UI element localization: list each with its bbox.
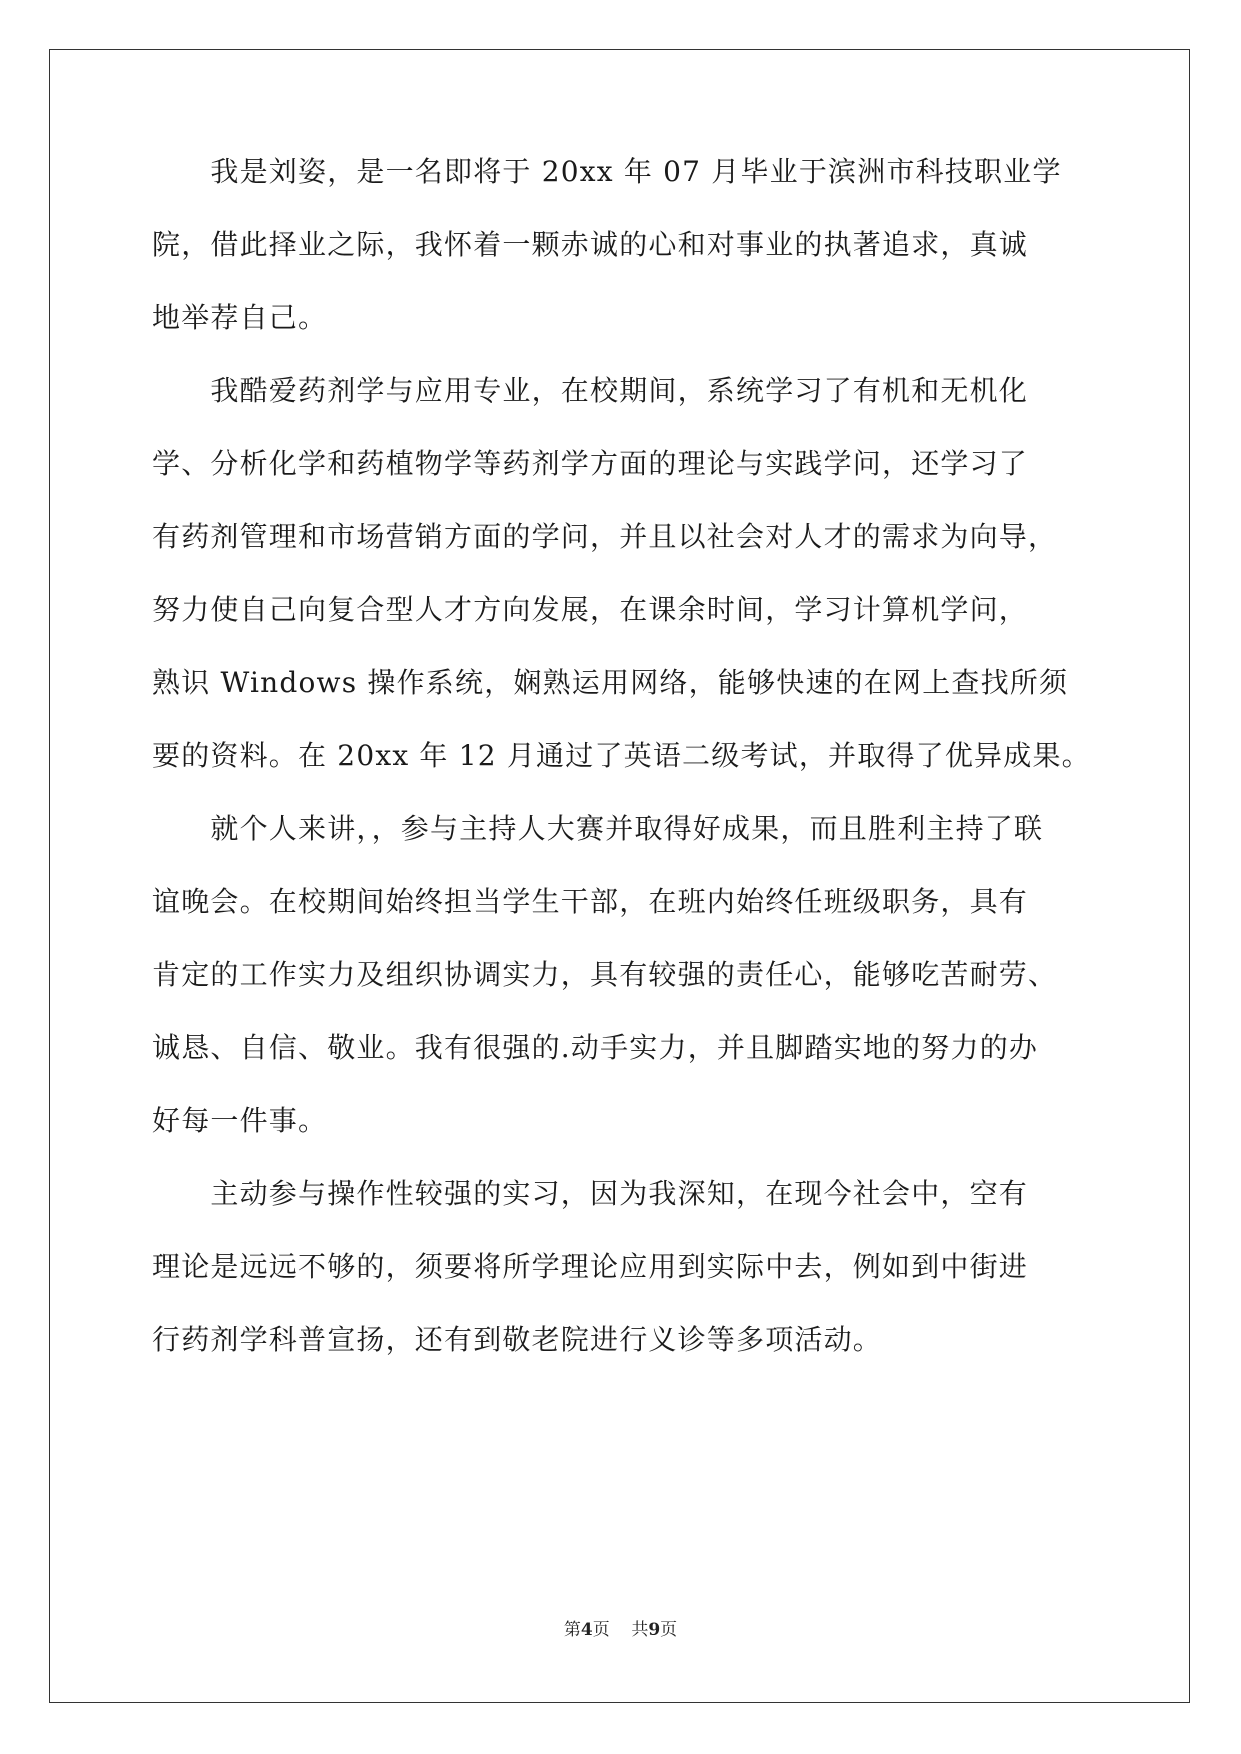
- page-prefix: 第: [563, 1620, 581, 1640]
- page-suffix: 页: [592, 1620, 610, 1640]
- text-line: 就个人来讲，，参与主持人大赛并取得好成果，而且胜利主持了联: [152, 812, 1044, 845]
- text-line: 诚恳、自信、敬业。我有很强的.动手实力，并且脚踏实地的努力的办: [152, 1031, 1039, 1064]
- total-prefix: 共: [631, 1620, 649, 1640]
- text-line: 努力使自己向复合型人才方向发展，在课余时间，学习计算机学问，: [152, 593, 1029, 626]
- text-line: 谊晚会。在校期间始终担当学生干部，在班内始终任班级职务，具有: [152, 885, 1029, 918]
- text-line: 我酷爱药剂学与应用专业，在校期间，系统学习了有机和无机化: [152, 374, 1029, 407]
- page-current: 4: [580, 1620, 593, 1640]
- text-line: 行药剂学科普宣扬，还有到敬老院进行义诊等多项活动。: [152, 1323, 883, 1356]
- text-line: 主动参与操作性较强的实习，因为我深知，在现今社会中，空有: [152, 1177, 1029, 1210]
- text-line: 我是刘姿，是一名即将于 20xx 年 07 月毕业于滨洲市科技职业学: [152, 155, 1062, 188]
- total-suffix: 页: [660, 1620, 678, 1640]
- text-line: 学、分析化学和药植物学等药剂学方面的理论与实践学问，还学习了: [152, 447, 1029, 480]
- text-line: 地举荐自己。: [152, 301, 328, 334]
- page-number-footer: [0, 1618, 1241, 1642]
- text-line: 熟识 Windows 操作系统，娴熟运用网络，能够快速的在网上查找所须: [152, 666, 1069, 699]
- text-line: 院，借此择业之际，我怀着一颗赤诚的心和对事业的执著追求，真诚: [152, 228, 1029, 261]
- text-line: 要的资料。在 20xx 年 12 月通过了英语二级考试，并取得了优异成果。: [152, 739, 1091, 772]
- text-line: 有药剂管理和市场营销方面的学问，并且以社会对人才的需求为向导，: [152, 520, 1058, 553]
- page-total: 9: [648, 1620, 661, 1640]
- text-line: 理论是远远不够的，须要将所学理论应用到实际中去，例如到中街进: [152, 1250, 1029, 1283]
- text-line: 好每一件事。: [152, 1104, 328, 1137]
- text-line: 肯定的工作实力及组织协调实力，具有较强的责任心，能够吃苦耐劳、: [152, 958, 1058, 991]
